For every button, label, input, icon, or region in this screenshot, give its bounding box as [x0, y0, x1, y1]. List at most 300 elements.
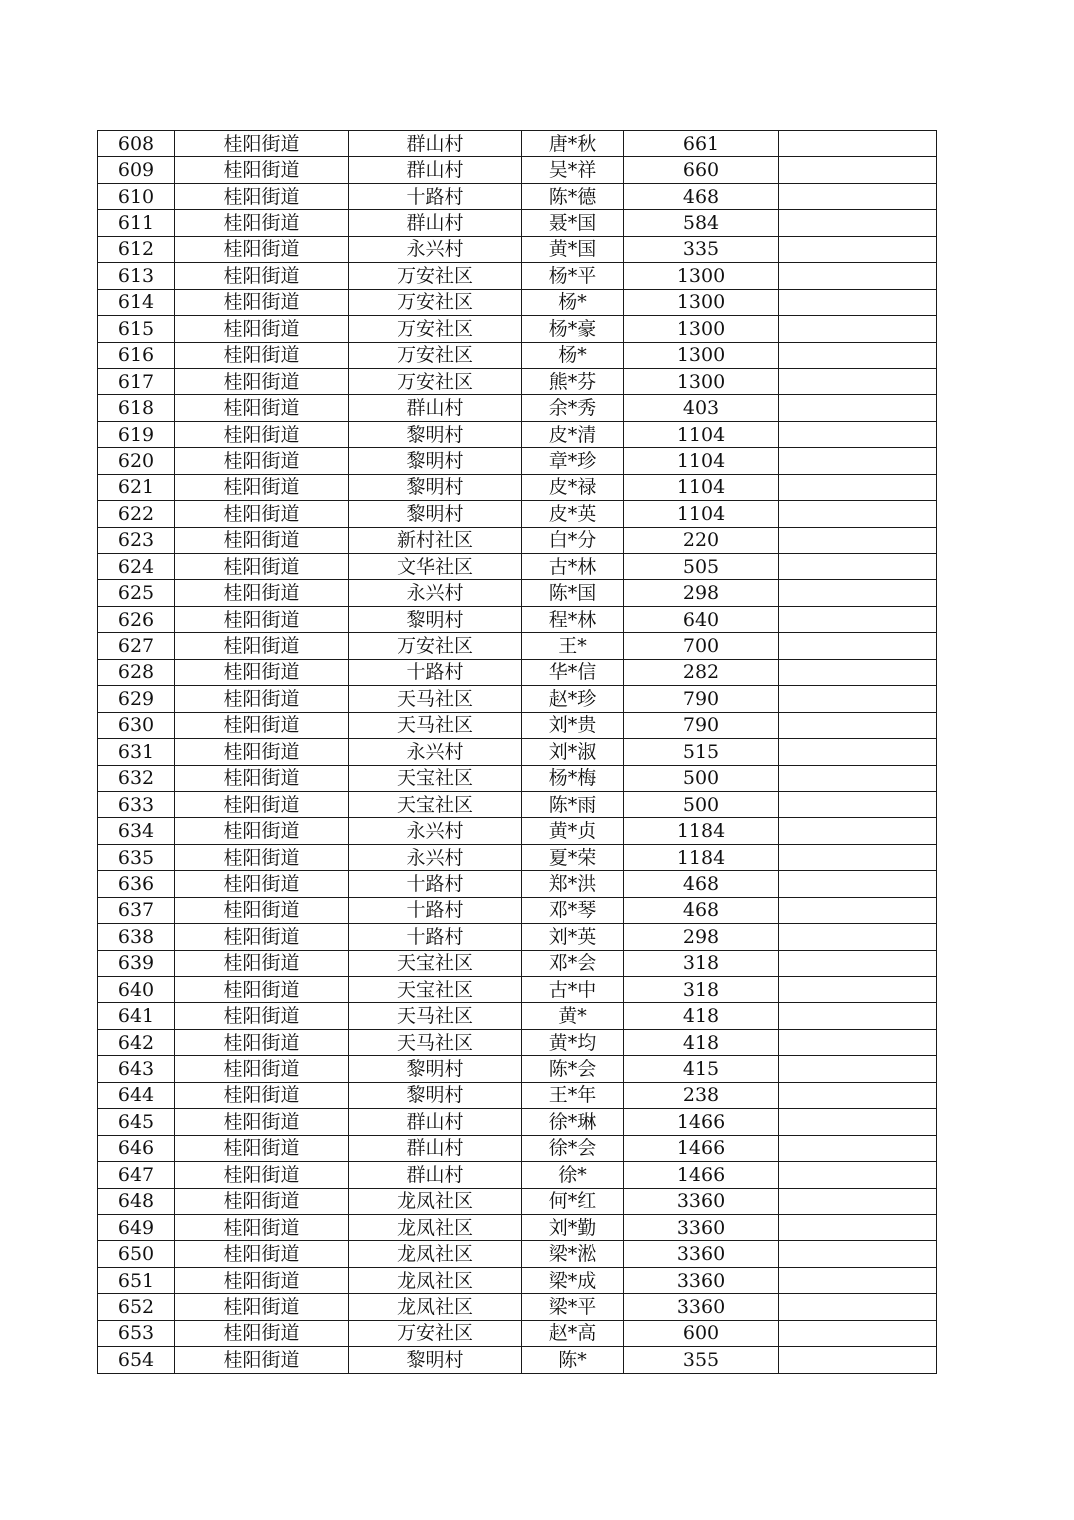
community-cell: 群山村 — [349, 1162, 522, 1188]
table-row — [98, 1294, 937, 1320]
name-cell: 黄* — [522, 1003, 624, 1029]
street-cell: 桂阳街道 — [175, 501, 349, 527]
table-row — [98, 236, 937, 262]
table-row — [98, 897, 937, 923]
remark-cell — [779, 1135, 937, 1161]
amount-cell: 3360 — [624, 1294, 779, 1320]
community-cell: 黎明村 — [349, 1347, 522, 1373]
table-row — [98, 977, 937, 1003]
row-number-cell: 620 — [98, 448, 175, 474]
amount-cell: 418 — [624, 1003, 779, 1029]
table-row — [98, 924, 937, 950]
table-row — [98, 791, 937, 817]
community-cell: 永兴村 — [349, 236, 522, 262]
row-number-cell: 637 — [98, 897, 175, 923]
name-cell: 王* — [522, 633, 624, 659]
amount-cell: 1184 — [624, 818, 779, 844]
street-cell: 桂阳街道 — [175, 791, 349, 817]
street-cell: 桂阳街道 — [175, 1003, 349, 1029]
row-number-cell: 653 — [98, 1320, 175, 1346]
row-number-cell: 629 — [98, 686, 175, 712]
row-number-cell: 609 — [98, 157, 175, 183]
table-row — [98, 1109, 937, 1135]
table-row — [98, 263, 937, 289]
street-cell: 桂阳街道 — [175, 263, 349, 289]
table-row — [98, 1082, 937, 1108]
table-row — [98, 712, 937, 738]
community-cell: 天宝社区 — [349, 765, 522, 791]
street-cell: 桂阳街道 — [175, 289, 349, 315]
community-cell: 黎明村 — [349, 501, 522, 527]
name-cell: 程*林 — [522, 606, 624, 632]
remark-cell — [779, 1188, 937, 1214]
amount-cell: 1300 — [624, 289, 779, 315]
amount-cell: 1300 — [624, 316, 779, 342]
community-cell: 天马社区 — [349, 686, 522, 712]
amount-cell: 1300 — [624, 263, 779, 289]
street-cell: 桂阳街道 — [175, 1320, 349, 1346]
amount-cell: 1466 — [624, 1109, 779, 1135]
table-row — [98, 527, 937, 553]
name-cell: 郑*洪 — [522, 871, 624, 897]
street-cell: 桂阳街道 — [175, 448, 349, 474]
amount-cell: 355 — [624, 1347, 779, 1373]
community-cell: 十路村 — [349, 659, 522, 685]
amount-cell: 298 — [624, 580, 779, 606]
row-number-cell: 652 — [98, 1294, 175, 1320]
row-number-cell: 631 — [98, 739, 175, 765]
amount-cell: 403 — [624, 395, 779, 421]
amount-cell: 515 — [624, 739, 779, 765]
street-cell: 桂阳街道 — [175, 818, 349, 844]
name-cell: 刘*勤 — [522, 1214, 624, 1240]
community-cell: 十路村 — [349, 897, 522, 923]
row-number-cell: 619 — [98, 421, 175, 447]
remark-cell — [779, 263, 937, 289]
remark-cell — [779, 1347, 937, 1373]
remark-cell — [779, 1109, 937, 1135]
remark-cell — [779, 289, 937, 315]
row-number-cell: 634 — [98, 818, 175, 844]
table-row — [98, 448, 937, 474]
street-cell: 桂阳街道 — [175, 659, 349, 685]
street-cell: 桂阳街道 — [175, 1109, 349, 1135]
amount-cell: 1104 — [624, 474, 779, 500]
name-cell: 徐*琳 — [522, 1109, 624, 1135]
amount-cell: 640 — [624, 606, 779, 632]
street-cell: 桂阳街道 — [175, 236, 349, 262]
remark-cell — [779, 316, 937, 342]
community-cell: 龙凤社区 — [349, 1267, 522, 1293]
row-number-cell: 651 — [98, 1267, 175, 1293]
table-row — [98, 659, 937, 685]
street-cell: 桂阳街道 — [175, 1056, 349, 1082]
street-cell: 桂阳街道 — [175, 527, 349, 553]
name-cell: 陈*德 — [522, 183, 624, 209]
row-number-cell: 614 — [98, 289, 175, 315]
row-number-cell: 627 — [98, 633, 175, 659]
street-cell: 桂阳街道 — [175, 316, 349, 342]
remark-cell — [779, 791, 937, 817]
remark-cell — [779, 1214, 937, 1240]
table-row — [98, 1056, 937, 1082]
remark-cell — [779, 183, 937, 209]
remark-cell — [779, 1241, 937, 1267]
row-number-cell: 615 — [98, 316, 175, 342]
row-number-cell: 610 — [98, 183, 175, 209]
name-cell: 邓*会 — [522, 950, 624, 976]
row-number-cell: 642 — [98, 1029, 175, 1055]
amount-cell: 335 — [624, 236, 779, 262]
street-cell: 桂阳街道 — [175, 368, 349, 394]
name-cell: 吴*祥 — [522, 157, 624, 183]
street-cell: 桂阳街道 — [175, 421, 349, 447]
community-cell: 龙凤社区 — [349, 1188, 522, 1214]
row-number-cell: 645 — [98, 1109, 175, 1135]
row-number-cell: 625 — [98, 580, 175, 606]
street-cell: 桂阳街道 — [175, 871, 349, 897]
remark-cell — [779, 924, 937, 950]
community-cell: 万安社区 — [349, 1320, 522, 1346]
remark-cell — [779, 474, 937, 500]
name-cell: 白*分 — [522, 527, 624, 553]
community-cell: 万安社区 — [349, 633, 522, 659]
street-cell: 桂阳街道 — [175, 739, 349, 765]
street-cell: 桂阳街道 — [175, 686, 349, 712]
street-cell: 桂阳街道 — [175, 897, 349, 923]
name-cell: 黄*贞 — [522, 818, 624, 844]
remark-cell — [779, 448, 937, 474]
table-row — [98, 686, 937, 712]
row-number-cell: 644 — [98, 1082, 175, 1108]
community-cell: 永兴村 — [349, 818, 522, 844]
remark-cell — [779, 501, 937, 527]
name-cell: 徐*会 — [522, 1135, 624, 1161]
street-cell: 桂阳街道 — [175, 210, 349, 236]
remark-cell — [779, 210, 937, 236]
table-row — [98, 580, 937, 606]
community-cell: 万安社区 — [349, 316, 522, 342]
amount-cell: 1300 — [624, 368, 779, 394]
remark-cell — [779, 844, 937, 870]
row-number-cell: 650 — [98, 1241, 175, 1267]
remark-cell — [779, 950, 937, 976]
community-cell: 万安社区 — [349, 368, 522, 394]
table-row — [98, 1347, 937, 1373]
name-cell: 邓*琴 — [522, 897, 624, 923]
amount-cell: 1184 — [624, 844, 779, 870]
row-number-cell: 647 — [98, 1162, 175, 1188]
table-row — [98, 765, 937, 791]
street-cell: 桂阳街道 — [175, 580, 349, 606]
table-row — [98, 1320, 937, 1346]
amount-cell: 790 — [624, 686, 779, 712]
street-cell: 桂阳街道 — [175, 1267, 349, 1293]
remark-cell — [779, 1320, 937, 1346]
amount-cell: 600 — [624, 1320, 779, 1346]
street-cell: 桂阳街道 — [175, 1162, 349, 1188]
table-row — [98, 210, 937, 236]
amount-cell: 3360 — [624, 1241, 779, 1267]
row-number-cell: 621 — [98, 474, 175, 500]
name-cell: 陈* — [522, 1347, 624, 1373]
community-cell: 天马社区 — [349, 1003, 522, 1029]
name-cell: 王*年 — [522, 1082, 624, 1108]
remark-cell — [779, 1294, 937, 1320]
community-cell: 十路村 — [349, 183, 522, 209]
street-cell: 桂阳街道 — [175, 1082, 349, 1108]
amount-cell: 1104 — [624, 501, 779, 527]
name-cell: 赵*高 — [522, 1320, 624, 1346]
table-row — [98, 368, 937, 394]
street-cell: 桂阳街道 — [175, 395, 349, 421]
community-cell: 永兴村 — [349, 580, 522, 606]
community-cell: 群山村 — [349, 157, 522, 183]
community-cell: 群山村 — [349, 131, 522, 157]
remark-cell — [779, 554, 937, 580]
row-number-cell: 649 — [98, 1214, 175, 1240]
name-cell: 黄*国 — [522, 236, 624, 262]
amount-cell: 418 — [624, 1029, 779, 1055]
row-number-cell: 616 — [98, 342, 175, 368]
row-number-cell: 628 — [98, 659, 175, 685]
street-cell: 桂阳街道 — [175, 1241, 349, 1267]
amount-cell: 3360 — [624, 1214, 779, 1240]
community-cell: 群山村 — [349, 395, 522, 421]
remark-cell — [779, 1162, 937, 1188]
community-cell: 天宝社区 — [349, 977, 522, 1003]
community-cell: 黎明村 — [349, 1082, 522, 1108]
amount-cell: 660 — [624, 157, 779, 183]
table-row — [98, 131, 937, 157]
name-cell: 何*红 — [522, 1188, 624, 1214]
remark-cell — [779, 1267, 937, 1293]
community-cell: 群山村 — [349, 1135, 522, 1161]
name-cell: 杨*梅 — [522, 765, 624, 791]
row-number-cell: 622 — [98, 501, 175, 527]
amount-cell: 1300 — [624, 342, 779, 368]
remark-cell — [779, 157, 937, 183]
street-cell: 桂阳街道 — [175, 342, 349, 368]
amount-cell: 500 — [624, 765, 779, 791]
name-cell: 陈*国 — [522, 580, 624, 606]
table-row — [98, 1188, 937, 1214]
row-number-cell: 613 — [98, 263, 175, 289]
table-row — [98, 289, 937, 315]
name-cell: 皮*禄 — [522, 474, 624, 500]
name-cell: 唐*秋 — [522, 131, 624, 157]
name-cell: 皮*英 — [522, 501, 624, 527]
street-cell: 桂阳街道 — [175, 712, 349, 738]
table-row — [98, 1241, 937, 1267]
community-cell: 万安社区 — [349, 342, 522, 368]
table-row — [98, 633, 937, 659]
community-cell: 文华社区 — [349, 554, 522, 580]
table-row — [98, 1162, 937, 1188]
amount-cell: 790 — [624, 712, 779, 738]
name-cell: 古*林 — [522, 554, 624, 580]
table-row — [98, 316, 937, 342]
community-cell: 十路村 — [349, 871, 522, 897]
community-cell: 十路村 — [349, 924, 522, 950]
amount-cell: 584 — [624, 210, 779, 236]
community-cell: 天宝社区 — [349, 791, 522, 817]
amount-cell: 661 — [624, 131, 779, 157]
table-row — [98, 844, 937, 870]
community-cell: 龙凤社区 — [349, 1214, 522, 1240]
amount-cell: 1466 — [624, 1135, 779, 1161]
name-cell: 梁*平 — [522, 1294, 624, 1320]
remark-cell — [779, 342, 937, 368]
community-cell: 龙凤社区 — [349, 1294, 522, 1320]
table-row — [98, 1029, 937, 1055]
amount-cell: 220 — [624, 527, 779, 553]
remark-cell — [779, 765, 937, 791]
table-row — [98, 818, 937, 844]
row-number-cell: 623 — [98, 527, 175, 553]
name-cell: 徐* — [522, 1162, 624, 1188]
row-number-cell: 643 — [98, 1056, 175, 1082]
amount-cell: 298 — [624, 924, 779, 950]
row-number-cell: 612 — [98, 236, 175, 262]
name-cell: 皮*清 — [522, 421, 624, 447]
table-row — [98, 501, 937, 527]
community-cell: 黎明村 — [349, 448, 522, 474]
row-number-cell: 611 — [98, 210, 175, 236]
street-cell: 桂阳街道 — [175, 157, 349, 183]
community-cell: 黎明村 — [349, 606, 522, 632]
amount-cell: 318 — [624, 977, 779, 1003]
remark-cell — [779, 421, 937, 447]
remark-cell — [779, 131, 937, 157]
remark-cell — [779, 580, 937, 606]
remark-cell — [779, 368, 937, 394]
amount-cell: 3360 — [624, 1267, 779, 1293]
remark-cell — [779, 739, 937, 765]
name-cell: 杨*豪 — [522, 316, 624, 342]
remark-cell — [779, 712, 937, 738]
street-cell: 桂阳街道 — [175, 474, 349, 500]
row-number-cell: 635 — [98, 844, 175, 870]
name-cell: 余*秀 — [522, 395, 624, 421]
street-cell: 桂阳街道 — [175, 1347, 349, 1373]
street-cell: 桂阳街道 — [175, 183, 349, 209]
amount-cell: 700 — [624, 633, 779, 659]
community-cell: 永兴村 — [349, 739, 522, 765]
name-cell: 杨*平 — [522, 263, 624, 289]
row-number-cell: 630 — [98, 712, 175, 738]
row-number-cell: 624 — [98, 554, 175, 580]
remark-cell — [779, 606, 937, 632]
row-number-cell: 646 — [98, 1135, 175, 1161]
remark-cell — [779, 236, 937, 262]
table-row — [98, 1135, 937, 1161]
amount-cell: 468 — [624, 183, 779, 209]
row-number-cell: 640 — [98, 977, 175, 1003]
row-number-cell: 626 — [98, 606, 175, 632]
amount-cell: 3360 — [624, 1188, 779, 1214]
name-cell: 刘*贵 — [522, 712, 624, 738]
name-cell: 梁*成 — [522, 1267, 624, 1293]
street-cell: 桂阳街道 — [175, 1029, 349, 1055]
remark-cell — [779, 871, 937, 897]
remark-cell — [779, 527, 937, 553]
name-cell: 聂*国 — [522, 210, 624, 236]
table-row — [98, 157, 937, 183]
street-cell: 桂阳街道 — [175, 1214, 349, 1240]
name-cell: 夏*荣 — [522, 844, 624, 870]
community-cell: 龙凤社区 — [349, 1241, 522, 1267]
table-body — [98, 131, 937, 1374]
table-row — [98, 554, 937, 580]
street-cell: 桂阳街道 — [175, 844, 349, 870]
name-cell: 熊*芬 — [522, 368, 624, 394]
name-cell: 陈*会 — [522, 1056, 624, 1082]
table-row — [98, 871, 937, 897]
amount-cell: 282 — [624, 659, 779, 685]
table-row — [98, 606, 937, 632]
name-cell: 杨* — [522, 342, 624, 368]
name-cell: 刘*淑 — [522, 739, 624, 765]
data-table — [97, 130, 937, 1374]
street-cell: 桂阳街道 — [175, 131, 349, 157]
table-row — [98, 474, 937, 500]
street-cell: 桂阳街道 — [175, 977, 349, 1003]
row-number-cell: 632 — [98, 765, 175, 791]
amount-cell: 500 — [624, 791, 779, 817]
row-number-cell: 638 — [98, 924, 175, 950]
remark-cell — [779, 1056, 937, 1082]
community-cell: 群山村 — [349, 210, 522, 236]
name-cell: 古*中 — [522, 977, 624, 1003]
community-cell: 黎明村 — [349, 1056, 522, 1082]
amount-cell: 468 — [624, 871, 779, 897]
community-cell: 万安社区 — [349, 289, 522, 315]
table-row — [98, 183, 937, 209]
name-cell: 杨* — [522, 289, 624, 315]
amount-cell: 1104 — [624, 421, 779, 447]
amount-cell: 1466 — [624, 1162, 779, 1188]
amount-cell: 1104 — [624, 448, 779, 474]
name-cell: 华*信 — [522, 659, 624, 685]
table-row — [98, 1214, 937, 1240]
community-cell: 天马社区 — [349, 712, 522, 738]
table-row — [98, 342, 937, 368]
row-number-cell: 648 — [98, 1188, 175, 1214]
remark-cell — [779, 1003, 937, 1029]
name-cell: 章*珍 — [522, 448, 624, 474]
street-cell: 桂阳街道 — [175, 950, 349, 976]
row-number-cell: 654 — [98, 1347, 175, 1373]
remark-cell — [779, 395, 937, 421]
community-cell: 群山村 — [349, 1109, 522, 1135]
remark-cell — [779, 1029, 937, 1055]
table-row — [98, 739, 937, 765]
community-cell: 天马社区 — [349, 1029, 522, 1055]
name-cell: 陈*雨 — [522, 791, 624, 817]
row-number-cell: 641 — [98, 1003, 175, 1029]
community-cell: 黎明村 — [349, 421, 522, 447]
row-number-cell: 636 — [98, 871, 175, 897]
street-cell: 桂阳街道 — [175, 765, 349, 791]
amount-cell: 505 — [624, 554, 779, 580]
remark-cell — [779, 1082, 937, 1108]
community-cell: 黎明村 — [349, 474, 522, 500]
row-number-cell: 639 — [98, 950, 175, 976]
remark-cell — [779, 818, 937, 844]
street-cell: 桂阳街道 — [175, 1135, 349, 1161]
amount-cell: 415 — [624, 1056, 779, 1082]
